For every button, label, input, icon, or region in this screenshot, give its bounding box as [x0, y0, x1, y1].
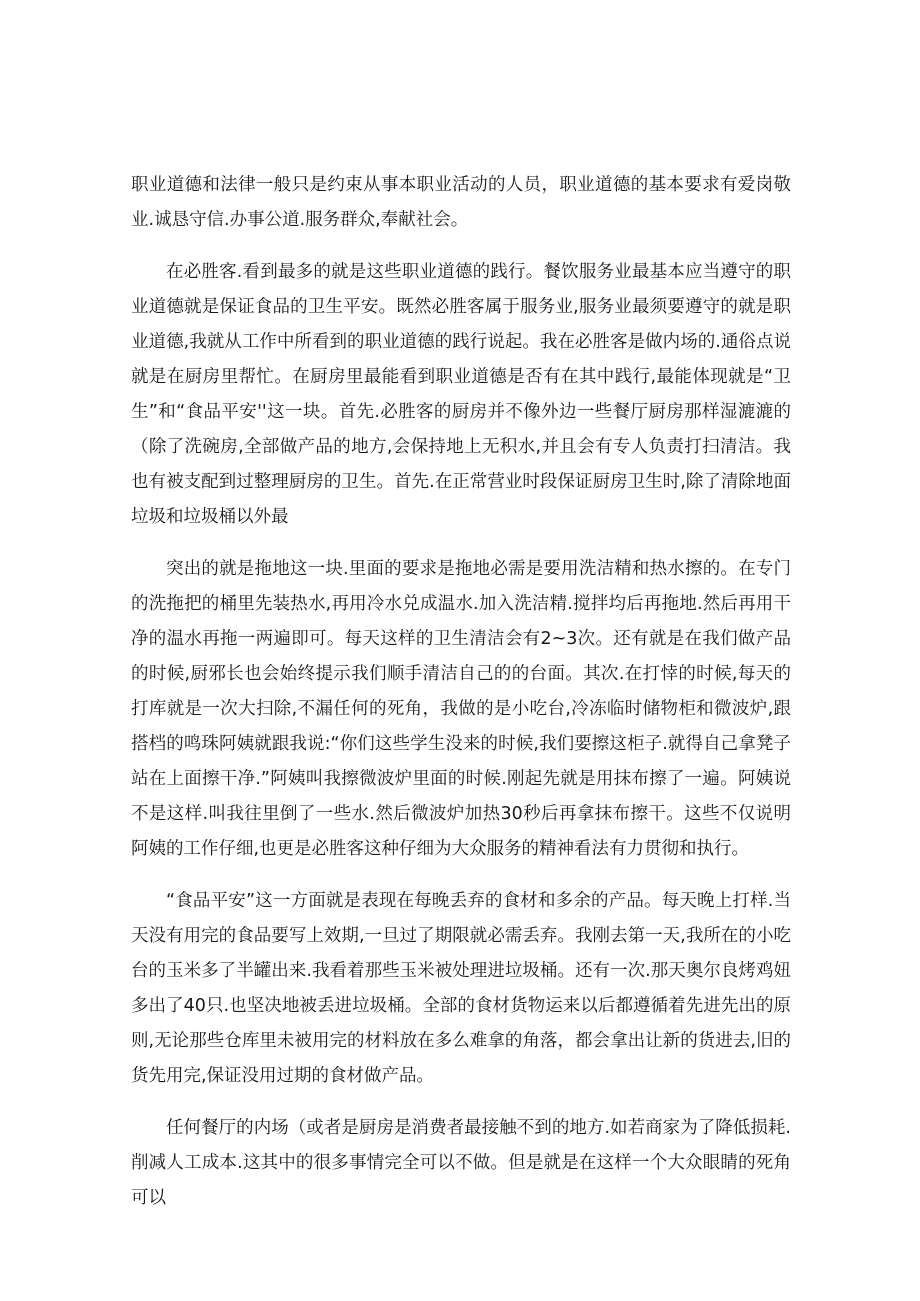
paragraph-1: 职业道德和法律一般只是约束从事本职业活动的人员，职业道德的基本要求有爱岗敬业.诚恳守信.办事公道.服务群众,奉献社会。: [131, 175, 791, 230]
paragraph-4: “食品平安”这一方面就是表现在每晚丢弃的食材和多余的产品。每天晚上打样.当天没有用完的食品要写上效期,一旦过了期限就必需丢弃。我刚去第一天,我所在的小吃台的玉米多了半罐出来.我看着那些玉米被处理进垃圾桶。还有一次.那天奥尔良烤鸡妞多出了40只.也坚决地被丢进垃圾桶。全部的食材货物运来以后都遵循着先进先出的原则,无论那些仓库里未被用完的材料放在多么难拿的角落，都会拿出让新的货进去,旧的货先用完,保证没用过期的食材做产品。: [131, 891, 791, 1086]
paragraph-5: 任何餐厅的内场（或者是厨房是消费者最接触不到的地方.如若商家为了降低损耗.削减人工成本.这其中的很多事情完全可以不做。但是就是在这样一个大众眼睛的死角可以: [131, 1118, 791, 1208]
document-body: [131, 168, 791, 1233]
paragraph-2: 在必胜客.看到最多的就是这些职业道德的践行。餐饮服务业最基本应当遵守的职业道德就是保证食品的卫生平安。既然必胜客属于服务业,服务业最须要遵守的就是职业道德,我就从工作中所看到的职业道德的践行说起。我在必胜客是做内场的.通俗点说就是在厨房里帮忙。在厨房里最能看到职业道德是否有在其中践行,最能体现就是“卫生”和“食品平安''这一块。首先.必胜客的厨房并不像外边一些餐厅厨房那样湿漉漉的（除了洗碗房,全部做产品的地方,会保持地上无积水,并且会有专人负责打扫清洁。我也有被支配到过整理厨房的卫生。首先.在正常营业时段保证厨房卫生时,除了清除地面垃圾和垃圾桶以外最: [131, 262, 791, 527]
paragraph-3: 突出的就是拖地这一块.里面的要求是拖地必需是要用洗洁精和热水擦的。在专门的洗拖把的桶里先装热水,再用冷水兑成温水.加入洗洁精.搅拌均后再拖地.然后再用干净的温水再拖一两遍即可。每天这样的卫生清洁会有2~3次。还有就是在我们做产品的时候,厨邪长也会始终提示我们顺手清洁自己的的台面。其次.在打悻的时候,每天的打库就是一次大扫除,不漏任何的死角，我做的是小吃台,冷冻临时储物柜和微波炉,跟搭档的鸣珠阿姨就跟我说:“你们这些学生没来的时候,我们要擦这柜子.就得自己拿凳子站在上面擦干净.”阿姨叫我擦微波炉里面的时候.刚起先就是用抹布擦了一遍。阿姨说不是这样.叫我往里倒了一些水.然后微波炉加热30秒后再拿抹布擦干。这些不仅说明阿姨的工作仔细,也更是必胜客这种仔细为大众服务的精神看法有力贯彻和执行。: [131, 559, 791, 859]
